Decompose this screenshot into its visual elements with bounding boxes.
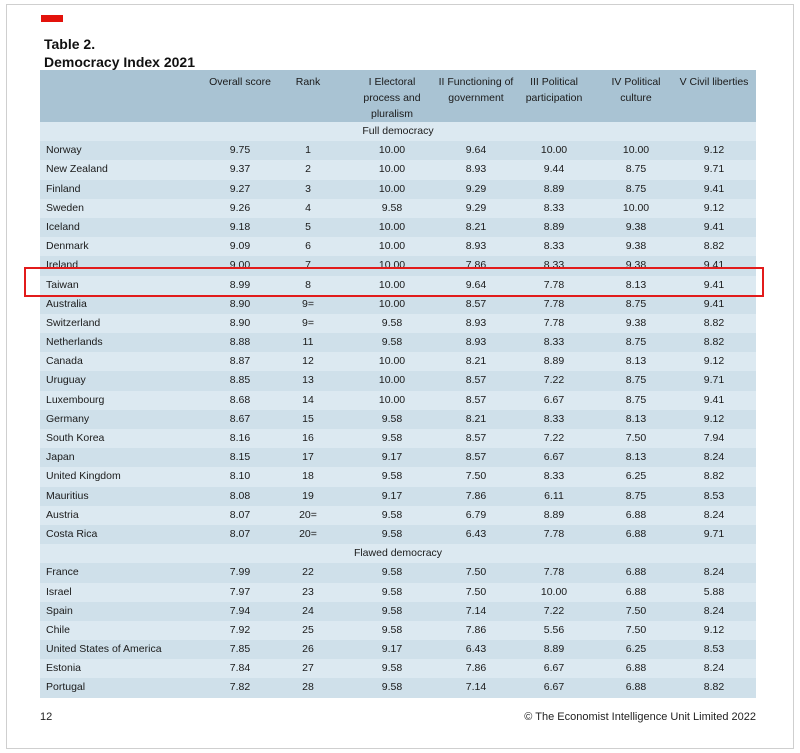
liberties-cell: 5.88 bbox=[703, 585, 725, 598]
score-cell: 7.82 bbox=[229, 681, 251, 694]
liberties-cell: 9.41 bbox=[703, 393, 725, 406]
participation-cell: 8.89 bbox=[543, 508, 565, 521]
functioning-cell: 6.43 bbox=[465, 643, 487, 656]
country-cell: Canada bbox=[46, 355, 83, 368]
rank-cell: 17 bbox=[302, 451, 314, 464]
table-row bbox=[40, 141, 756, 160]
taiwan-highlight-box bbox=[24, 267, 764, 297]
functioning-cell: 8.57 bbox=[465, 374, 487, 387]
table-row bbox=[40, 160, 756, 179]
page-number: 12 bbox=[40, 711, 53, 723]
participation-cell: 8.33 bbox=[543, 336, 565, 349]
table-row bbox=[40, 448, 756, 467]
participation-cell: 8.33 bbox=[543, 201, 565, 214]
culture-cell: 8.75 bbox=[625, 297, 647, 310]
democracy-index-table bbox=[40, 70, 756, 698]
functioning-cell: 8.21 bbox=[465, 412, 487, 425]
electoral-cell: 10.00 bbox=[378, 240, 406, 253]
participation-cell: 8.89 bbox=[543, 220, 565, 233]
functioning-cell: 7.14 bbox=[465, 604, 487, 617]
liberties-cell: 9.12 bbox=[703, 355, 725, 368]
culture-cell: 7.50 bbox=[625, 604, 647, 617]
table-row bbox=[40, 314, 756, 333]
electoral-cell: 9.17 bbox=[381, 489, 403, 502]
rank-cell: 5 bbox=[305, 220, 311, 233]
functioning-cell: 8.57 bbox=[465, 451, 487, 464]
col-header-electoral-line: pluralism bbox=[370, 108, 413, 120]
country-cell: Spain bbox=[46, 604, 73, 617]
score-cell: 9.00 bbox=[229, 259, 251, 272]
rank-cell: 6 bbox=[305, 240, 311, 253]
table-row bbox=[40, 295, 756, 314]
liberties-cell: 9.12 bbox=[703, 144, 725, 157]
participation-cell: 7.78 bbox=[543, 527, 565, 540]
liberties-cell: 9.41 bbox=[703, 297, 725, 310]
score-cell: 7.84 bbox=[229, 662, 251, 675]
country-cell: Switzerland bbox=[46, 316, 101, 329]
rank-cell: 23 bbox=[302, 585, 314, 598]
section-header: Full democracy bbox=[40, 122, 756, 141]
electoral-cell: 10.00 bbox=[378, 278, 406, 291]
culture-cell: 9.38 bbox=[625, 259, 647, 272]
country-cell: Israel bbox=[46, 585, 72, 598]
culture-cell: 6.25 bbox=[625, 470, 647, 483]
participation-cell: 6.67 bbox=[543, 681, 565, 694]
liberties-cell: 8.53 bbox=[703, 489, 725, 502]
country-cell: Germany bbox=[46, 412, 90, 425]
culture-cell: 8.13 bbox=[625, 412, 647, 425]
functioning-cell: 7.86 bbox=[465, 623, 487, 636]
functioning-cell: 8.93 bbox=[465, 163, 487, 176]
table-row bbox=[40, 429, 756, 448]
table-row bbox=[40, 640, 756, 659]
table-subtitle: Democracy Index 2021 bbox=[44, 54, 195, 70]
rank-cell: 27 bbox=[302, 662, 314, 675]
participation-cell: 6.67 bbox=[543, 451, 565, 464]
electoral-cell: 10.00 bbox=[378, 144, 406, 157]
participation-cell: 10.00 bbox=[540, 144, 568, 157]
participation-cell: 7.78 bbox=[543, 278, 565, 291]
electoral-cell: 9.58 bbox=[381, 201, 403, 214]
rank-cell: 12 bbox=[302, 355, 314, 368]
participation-cell: 9.44 bbox=[543, 163, 565, 176]
electoral-cell: 9.17 bbox=[381, 643, 403, 656]
participation-cell: 7.22 bbox=[543, 374, 565, 387]
functioning-cell: 6.79 bbox=[465, 508, 487, 521]
country-cell: New Zealand bbox=[46, 163, 108, 176]
country-cell: Portugal bbox=[46, 681, 86, 694]
functioning-cell: 7.50 bbox=[465, 470, 487, 483]
electoral-cell: 9.58 bbox=[381, 604, 403, 617]
rank-cell: 8 bbox=[305, 278, 311, 291]
country-cell: Chile bbox=[46, 623, 70, 636]
functioning-cell: 8.57 bbox=[465, 432, 487, 444]
culture-cell: 6.88 bbox=[625, 508, 647, 521]
score-cell: 9.26 bbox=[229, 201, 251, 214]
brand-mark bbox=[41, 15, 63, 22]
liberties-cell: 8.53 bbox=[703, 643, 725, 656]
liberties-cell: 9.71 bbox=[703, 374, 725, 387]
liberties-cell: 8.24 bbox=[703, 508, 725, 521]
country-cell: Norway bbox=[46, 144, 82, 157]
participation-cell: 8.89 bbox=[543, 643, 565, 656]
score-cell: 9.27 bbox=[229, 182, 251, 195]
score-cell: 7.85 bbox=[229, 643, 251, 656]
col-header-liberties-line: V Civil liberties bbox=[679, 76, 749, 88]
country-cell: Luxembourg bbox=[46, 393, 105, 406]
rank-cell: 18 bbox=[302, 470, 314, 483]
participation-cell: 6.67 bbox=[543, 393, 565, 406]
participation-cell: 7.78 bbox=[543, 566, 565, 579]
table-row bbox=[40, 371, 756, 390]
col-header-participation-line: III Political bbox=[530, 76, 578, 88]
electoral-cell: 9.58 bbox=[381, 623, 403, 636]
culture-cell: 8.75 bbox=[625, 182, 647, 195]
functioning-cell: 7.50 bbox=[465, 585, 487, 598]
table-row bbox=[40, 352, 756, 371]
culture-cell: 8.75 bbox=[625, 163, 647, 176]
electoral-cell: 10.00 bbox=[378, 163, 406, 176]
functioning-cell: 9.64 bbox=[465, 278, 487, 291]
liberties-cell: 8.82 bbox=[703, 470, 725, 483]
culture-cell: 6.25 bbox=[625, 643, 647, 656]
functioning-cell: 9.29 bbox=[465, 182, 487, 195]
country-cell: Finland bbox=[46, 182, 81, 195]
score-cell: 8.15 bbox=[229, 451, 251, 464]
score-cell: 8.08 bbox=[229, 489, 251, 502]
table-row bbox=[40, 180, 756, 199]
country-cell: United Kingdom bbox=[46, 470, 121, 483]
rank-cell: 20= bbox=[299, 508, 317, 521]
electoral-cell: 10.00 bbox=[378, 393, 406, 406]
functioning-cell: 6.43 bbox=[465, 527, 487, 540]
functioning-cell: 7.86 bbox=[465, 662, 487, 675]
electoral-cell: 9.58 bbox=[381, 681, 403, 694]
functioning-cell: 7.86 bbox=[465, 259, 487, 272]
liberties-cell: 9.12 bbox=[703, 201, 725, 214]
liberties-cell: 8.82 bbox=[703, 336, 725, 349]
col-header-functioning-line: II Functioning of bbox=[438, 76, 514, 88]
electoral-cell: 9.58 bbox=[381, 585, 403, 598]
score-cell: 7.99 bbox=[229, 566, 251, 579]
functioning-cell: 8.57 bbox=[465, 393, 487, 406]
score-cell: 8.10 bbox=[229, 470, 251, 483]
participation-cell: 6.11 bbox=[544, 489, 564, 502]
col-header-electoral-line: process and bbox=[363, 92, 421, 104]
table-row bbox=[40, 678, 756, 697]
electoral-cell: 9.58 bbox=[381, 470, 403, 483]
table-row bbox=[40, 525, 756, 544]
country-cell: Netherlands bbox=[46, 336, 103, 349]
rank-cell: 14 bbox=[302, 393, 314, 406]
country-cell: Denmark bbox=[46, 240, 89, 253]
table-row bbox=[40, 506, 756, 525]
culture-cell: 6.88 bbox=[625, 566, 647, 579]
table-row bbox=[40, 487, 756, 506]
table-row bbox=[40, 563, 756, 582]
rank-cell: 16 bbox=[302, 432, 314, 444]
electoral-cell: 10.00 bbox=[378, 220, 406, 233]
rank-cell: 19 bbox=[302, 489, 314, 502]
score-cell: 8.90 bbox=[229, 316, 251, 329]
liberties-cell: 8.24 bbox=[703, 451, 725, 464]
table-title: Table 2. bbox=[44, 36, 96, 52]
rank-cell: 15 bbox=[302, 412, 314, 425]
country-cell: France bbox=[46, 566, 79, 579]
col-header-culture bbox=[600, 74, 672, 106]
participation-cell: 5.56 bbox=[543, 623, 565, 636]
participation-cell: 8.33 bbox=[543, 240, 565, 253]
liberties-cell: 9.12 bbox=[703, 623, 725, 636]
participation-cell: 8.33 bbox=[543, 259, 565, 272]
electoral-cell: 9.58 bbox=[381, 527, 403, 540]
table-row bbox=[40, 583, 756, 602]
table-row bbox=[40, 410, 756, 429]
electoral-cell: 10.00 bbox=[378, 182, 406, 195]
functioning-cell: 7.50 bbox=[465, 566, 487, 579]
functioning-cell: 8.93 bbox=[465, 240, 487, 253]
liberties-cell: 8.24 bbox=[703, 662, 725, 675]
functioning-cell: 8.93 bbox=[465, 336, 487, 349]
rank-cell: 20= bbox=[299, 527, 317, 540]
culture-cell: 8.75 bbox=[625, 393, 647, 406]
score-cell: 8.99 bbox=[229, 278, 251, 291]
culture-cell: 6.88 bbox=[625, 527, 647, 540]
score-cell: 7.92 bbox=[229, 623, 251, 636]
col-header-electoral bbox=[352, 74, 432, 122]
country-cell: Sweden bbox=[46, 201, 84, 214]
score-cell: 8.16 bbox=[229, 432, 251, 444]
rank-cell: 28 bbox=[302, 681, 314, 694]
culture-cell: 8.75 bbox=[625, 336, 647, 349]
rank-cell: 3 bbox=[305, 182, 311, 195]
liberties-cell: 9.41 bbox=[703, 259, 725, 272]
table-row bbox=[40, 602, 756, 621]
culture-cell: 6.88 bbox=[625, 662, 647, 675]
participation-cell: 8.33 bbox=[543, 412, 565, 425]
functioning-cell: 7.14 bbox=[465, 681, 487, 694]
score-cell: 8.88 bbox=[229, 336, 251, 349]
culture-cell: 8.13 bbox=[625, 355, 647, 368]
participation-cell: 8.89 bbox=[543, 355, 565, 368]
rank-cell: 22 bbox=[302, 566, 314, 579]
liberties-cell: 8.82 bbox=[703, 681, 725, 694]
country-cell: Mauritius bbox=[46, 489, 89, 502]
rank-cell: 7 bbox=[305, 259, 311, 272]
functioning-cell: 8.57 bbox=[465, 297, 487, 310]
col-header-functioning bbox=[430, 74, 522, 106]
score-cell: 9.75 bbox=[229, 144, 251, 157]
functioning-cell: 9.64 bbox=[465, 144, 487, 157]
participation-cell: 7.22 bbox=[543, 432, 565, 444]
table-row bbox=[40, 237, 756, 256]
score-cell: 9.18 bbox=[229, 220, 251, 233]
rank-cell: 9= bbox=[302, 316, 314, 329]
electoral-cell: 10.00 bbox=[378, 297, 406, 310]
functioning-cell: 8.93 bbox=[465, 316, 487, 329]
rank-cell: 13 bbox=[302, 374, 314, 387]
liberties-cell: 9.41 bbox=[703, 182, 725, 195]
col-header-functioning-line: government bbox=[448, 92, 504, 104]
table-row bbox=[40, 218, 756, 237]
liberties-cell: 9.71 bbox=[703, 527, 725, 540]
table-row bbox=[40, 199, 756, 218]
score-cell: 8.07 bbox=[229, 508, 251, 521]
country-cell: Uruguay bbox=[46, 374, 86, 387]
culture-cell: 10.00 bbox=[622, 144, 650, 157]
electoral-cell: 10.00 bbox=[378, 259, 406, 272]
col-header-participation bbox=[516, 74, 592, 106]
col-header-participation-line: participation bbox=[525, 92, 583, 104]
copyright-notice: © The Economist Intelligence Unit Limited 2022 bbox=[524, 711, 756, 723]
rank-cell: 4 bbox=[305, 201, 311, 214]
score-cell: 8.67 bbox=[229, 412, 251, 425]
table-row bbox=[40, 621, 756, 640]
score-cell: 8.68 bbox=[229, 393, 251, 406]
culture-cell: 9.38 bbox=[625, 220, 647, 233]
participation-cell: 8.89 bbox=[543, 182, 565, 195]
liberties-cell: 8.24 bbox=[703, 566, 725, 579]
participation-cell: 6.67 bbox=[543, 662, 565, 675]
functioning-cell: 8.21 bbox=[465, 220, 487, 233]
score-cell: 7.94 bbox=[229, 604, 251, 617]
participation-cell: 7.78 bbox=[543, 316, 565, 329]
rank-cell: 26 bbox=[302, 643, 314, 656]
liberties-cell: 9.71 bbox=[703, 163, 725, 176]
liberties-cell: 9.41 bbox=[703, 278, 725, 291]
score-cell: 7.97 bbox=[229, 585, 251, 598]
rank-cell: 25 bbox=[302, 623, 314, 636]
electoral-cell: 9.58 bbox=[381, 432, 403, 444]
score-cell: 9.09 bbox=[229, 240, 251, 253]
country-cell: Austria bbox=[46, 508, 79, 521]
electoral-cell: 10.00 bbox=[378, 374, 406, 387]
country-cell: South Korea bbox=[46, 432, 105, 444]
liberties-cell: 9.12 bbox=[703, 412, 725, 425]
participation-cell: 7.22 bbox=[543, 604, 565, 617]
col-header-culture-line: culture bbox=[620, 92, 652, 104]
score-cell: 8.07 bbox=[229, 527, 251, 540]
rank-cell: 11 bbox=[302, 336, 314, 349]
functioning-cell: 9.29 bbox=[465, 201, 487, 214]
culture-cell: 7.50 bbox=[625, 432, 647, 444]
country-cell: Estonia bbox=[46, 662, 82, 675]
table-header bbox=[40, 70, 756, 122]
col-header-culture-line: IV Political bbox=[611, 76, 661, 88]
country-cell: Australia bbox=[46, 297, 87, 310]
electoral-cell: 10.00 bbox=[378, 355, 406, 368]
electoral-cell: 9.58 bbox=[381, 336, 403, 349]
score-cell: 8.90 bbox=[229, 297, 251, 310]
table-row bbox=[40, 467, 756, 486]
section-header: Flawed democracy bbox=[40, 544, 756, 563]
electoral-cell: 9.58 bbox=[381, 316, 403, 329]
participation-cell: 10.00 bbox=[540, 585, 568, 598]
culture-cell: 6.88 bbox=[625, 585, 647, 598]
electoral-cell: 9.58 bbox=[381, 508, 403, 521]
col-header-electoral-line: I Electoral bbox=[368, 76, 416, 88]
culture-cell: 7.50 bbox=[625, 623, 647, 636]
country-cell: Costa Rica bbox=[46, 527, 98, 540]
rank-cell: 2 bbox=[305, 163, 311, 176]
culture-cell: 6.88 bbox=[625, 681, 647, 694]
participation-cell: 7.78 bbox=[543, 297, 565, 310]
score-cell: 8.85 bbox=[229, 374, 251, 387]
electoral-cell: 9.58 bbox=[381, 412, 403, 425]
liberties-cell: 7.94 bbox=[703, 432, 725, 444]
rank-cell: 9= bbox=[302, 297, 314, 310]
electoral-cell: 9.58 bbox=[381, 662, 403, 675]
country-cell: Japan bbox=[46, 451, 75, 464]
country-cell: Ireland bbox=[46, 259, 79, 272]
culture-cell: 8.13 bbox=[625, 278, 647, 291]
liberties-cell: 9.41 bbox=[703, 220, 725, 233]
col-header-liberties bbox=[674, 74, 754, 90]
participation-cell: 8.33 bbox=[543, 470, 565, 483]
score-cell: 9.37 bbox=[229, 163, 251, 176]
col-header-score: Overall score bbox=[209, 76, 271, 88]
liberties-cell: 8.82 bbox=[703, 240, 725, 253]
culture-cell: 8.75 bbox=[625, 489, 647, 502]
country-cell: United States of America bbox=[46, 643, 162, 656]
table-row bbox=[40, 391, 756, 410]
culture-cell: 9.38 bbox=[625, 240, 647, 253]
culture-cell: 8.75 bbox=[625, 374, 647, 387]
electoral-cell: 9.17 bbox=[381, 451, 403, 464]
col-header-rank: Rank bbox=[295, 76, 321, 88]
country-cell: Iceland bbox=[46, 220, 80, 233]
functioning-cell: 8.21 bbox=[465, 355, 487, 368]
culture-cell: 10.00 bbox=[622, 201, 650, 214]
liberties-cell: 8.82 bbox=[703, 316, 725, 329]
electoral-cell: 9.58 bbox=[381, 566, 403, 579]
table-row bbox=[40, 659, 756, 678]
rank-cell: 1 bbox=[305, 144, 311, 157]
country-cell: Taiwan bbox=[46, 278, 79, 291]
liberties-cell: 8.24 bbox=[703, 604, 725, 617]
culture-cell: 8.13 bbox=[625, 451, 647, 464]
rank-cell: 24 bbox=[302, 604, 314, 617]
culture-cell: 9.38 bbox=[625, 316, 647, 329]
score-cell: 8.87 bbox=[229, 355, 251, 368]
functioning-cell: 7.86 bbox=[465, 489, 487, 502]
table-body bbox=[40, 122, 756, 698]
table-row bbox=[40, 333, 756, 352]
